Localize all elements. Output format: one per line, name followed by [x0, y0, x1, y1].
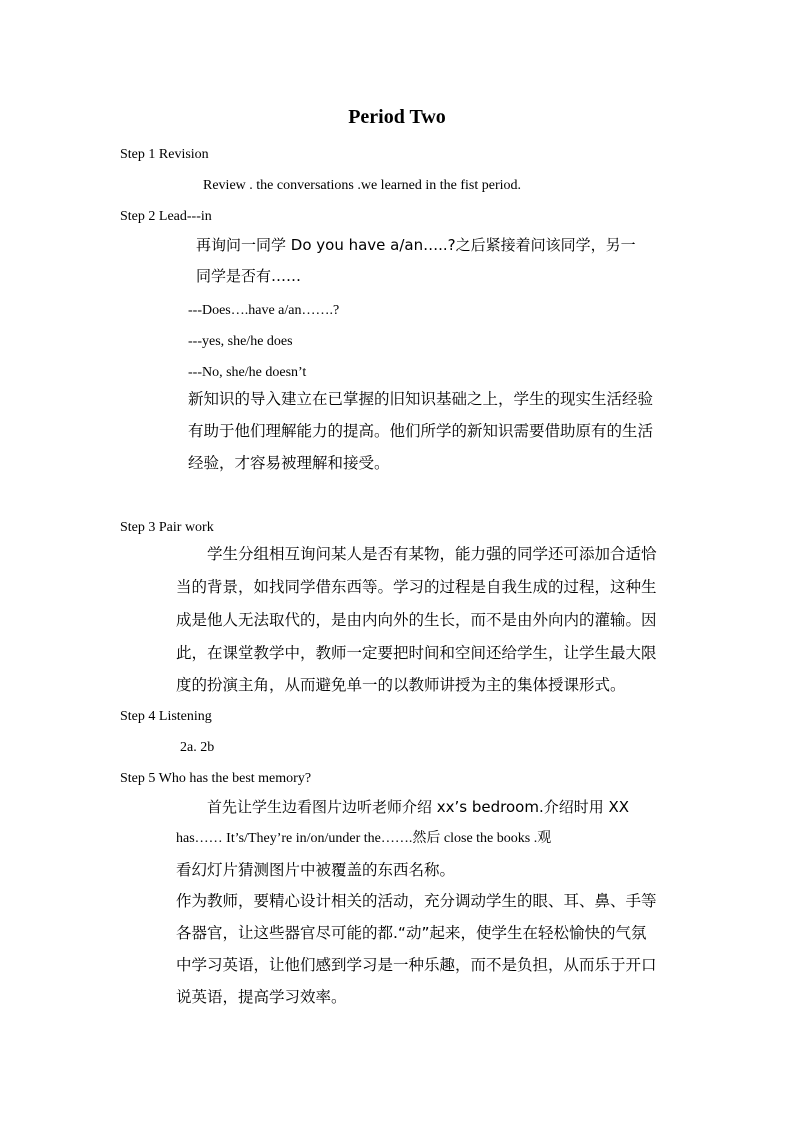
step-2-note-line: 新知识的导入建立在已掌握的旧知识基础之上，学生的现实生活经验 [188, 390, 654, 408]
step-3-line: 此，在课堂教学中，教师一定要把时间和空间还给学生，让学生最大限 [176, 644, 657, 662]
step-5-line: 首先让学生边看图片边听老师介绍 xx’s bedroom.介绍时用 XX [207, 798, 630, 816]
step-4-heading: Step 4 Listening [120, 709, 212, 724]
step-5-line: 各器官，让这些器官尽可能的都.“动”起来，使学生在轻松愉快的气氛 [176, 924, 647, 942]
step-3-line: 成是他人无法取代的，是由内向外的生长，而不是由外向内的灌输。因 [176, 611, 657, 629]
step-2-intro-line-2: 同学是否有…… [196, 267, 302, 285]
step-5-line: 中学习英语，让他们感到学习是一种乐趣，而不是负担，从而乐于开口 [176, 956, 657, 974]
step-5-line: 说英语，提高学习效率。 [176, 988, 347, 1006]
step-2-dialog-line: ---Does….have a/an…….? [188, 303, 340, 318]
step-5-line: 看幻灯片猜测图片中被覆盖的东西名称。 [176, 861, 456, 879]
step-2-note-line: 有助于他们理解能力的提高。他们所学的新知识需要借助原有的生活 [188, 422, 654, 440]
step-1-heading: Step 1 Revision [120, 147, 209, 162]
step-5-line: 作为教师，要精心设计相关的活动，充分调动学生的眼、耳、鼻、手等 [176, 892, 657, 910]
step-2-dialog-line: ---No, she/he doesn’t [188, 365, 307, 380]
step-5-heading: Step 5 Who has the best memory? [120, 771, 312, 786]
step-3-heading: Step 3 Pair work [120, 520, 214, 535]
step-1-text: Review . the conversations .we learned in the fist period. [203, 178, 522, 193]
step-3-line: 度的扮演主角，从而避免单一的以教师讲授为主的集体授课形式。 [176, 676, 626, 694]
step-2-heading: Step 2 Lead---in [120, 209, 212, 224]
step-2-intro-line-1: 再询问一同学 Do you have a/an…..?之后紧接着问该同学，另一 [196, 236, 636, 254]
step-3-line: 学生分组相互询问某人是否有某物，能力强的同学还可添加合适恰 [207, 545, 657, 563]
step-5-line: has…… It’s/They’re in/on/under the…….然后 close the books .观 [176, 831, 552, 846]
step-3-line: 当的背景，如找同学借东西等。学习的过程是自我生成的过程，这种生 [176, 578, 657, 596]
step-2-note-line: 经验，才容易被理解和接受。 [188, 454, 390, 472]
step-4-text: 2a. 2b [180, 740, 215, 755]
page-title: Period Two [348, 106, 446, 128]
step-2-dialog-line: ---yes, she/he does [188, 334, 293, 349]
